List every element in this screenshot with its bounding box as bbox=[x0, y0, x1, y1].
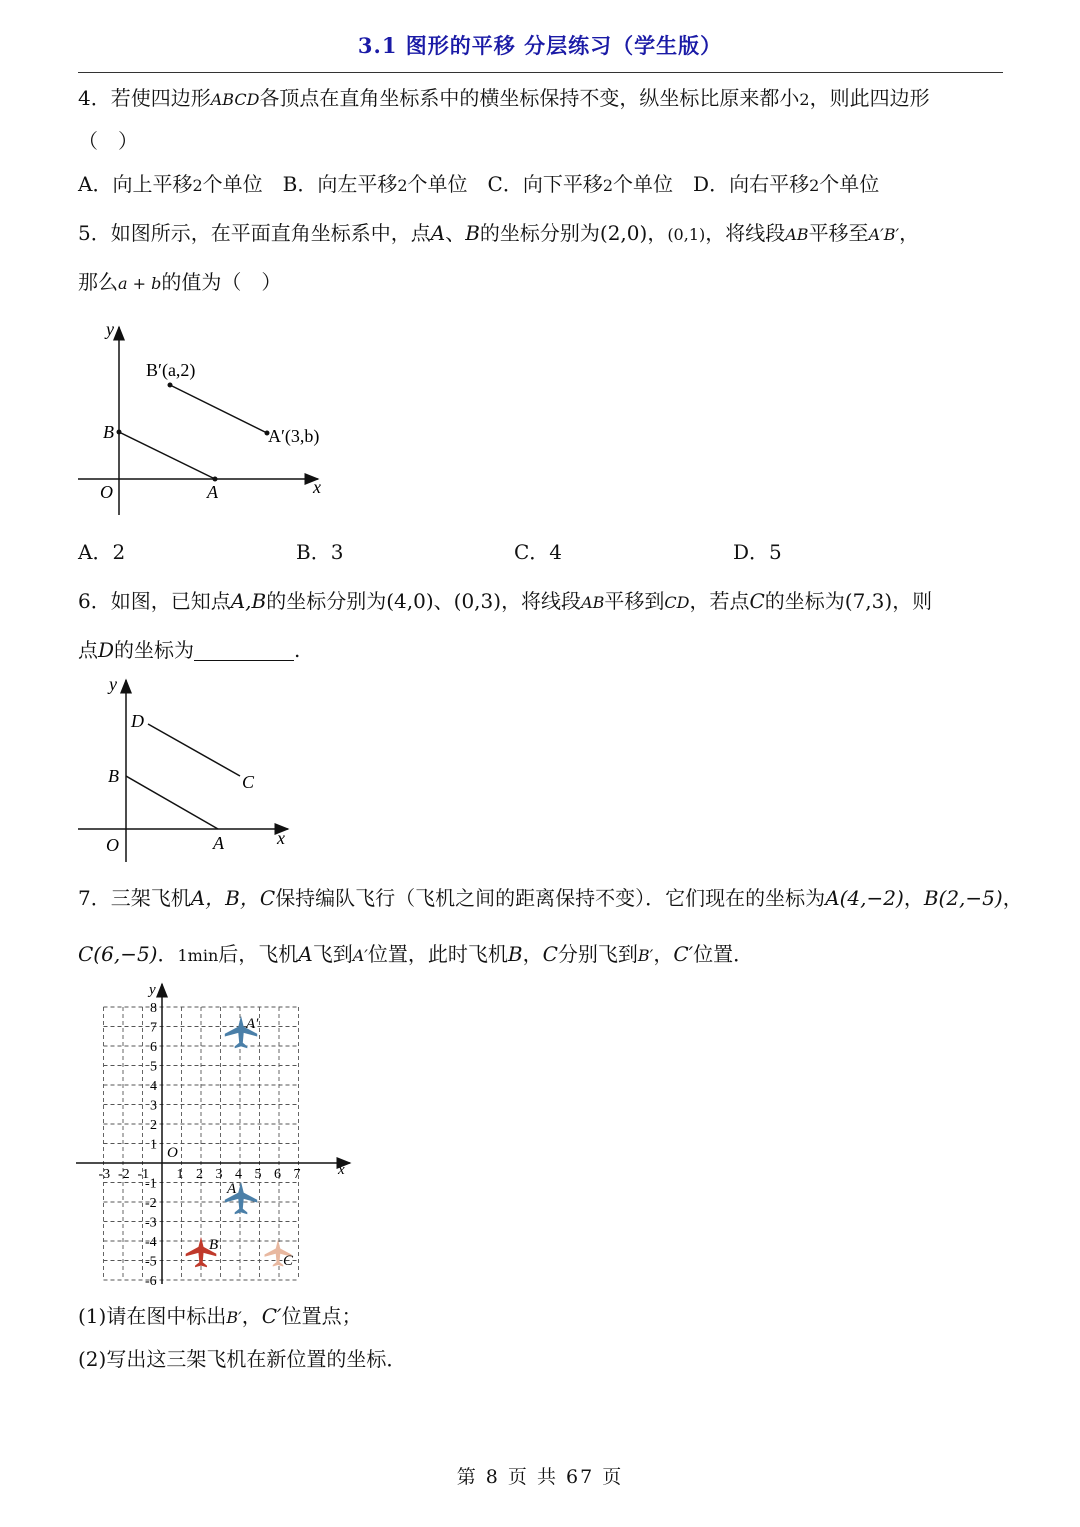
q4-stem: 4．若使四边形ABCD各顶点在直角坐标系中的横坐标保持不变，纵坐标比原来都小2，则此四边形 bbox=[78, 86, 930, 110]
x-axis-label: x bbox=[338, 1162, 345, 1178]
q5-option-a: A．2 bbox=[78, 540, 126, 564]
x-tick-label: 5 bbox=[254, 1167, 262, 1182]
y-tick-label: -1 bbox=[145, 1176, 157, 1192]
y-tick-label: 8 bbox=[150, 1001, 157, 1016]
y-tick-label: -3 bbox=[145, 1215, 157, 1231]
q5-stem-line2: 那么a + b的值为（ ） bbox=[78, 270, 282, 294]
label-d: D bbox=[131, 711, 144, 731]
segment-ab bbox=[126, 776, 218, 829]
x-tick-label: 6 bbox=[274, 1167, 281, 1182]
label-b: B bbox=[103, 422, 114, 442]
q7-stem-line2: C(6,−5)．1min后，飞机A飞到A′位置，此时飞机B，C分别飞到B′，C′位置． bbox=[78, 942, 754, 966]
label-a: A bbox=[213, 833, 224, 853]
origin-label: O bbox=[106, 835, 119, 855]
q5-stem-line1: 5．如图所示，在平面直角坐标系中，点A、B的坐标分别为(2,0)，(0,1)，将线段AB平移至A′B′， bbox=[78, 221, 920, 245]
q7-grid-figure bbox=[70, 978, 360, 1290]
x-tick-label: -1 bbox=[137, 1167, 150, 1182]
q4-options bbox=[78, 170, 879, 200]
y-tick-label: 7 bbox=[150, 1020, 157, 1036]
x-tick-label: 4 bbox=[235, 1167, 242, 1182]
segment-ab bbox=[119, 432, 215, 479]
q6-stem-line2: 点D的坐标为 . bbox=[78, 638, 301, 662]
page-footer: 第 8 页 共 67 页 bbox=[456, 1466, 624, 1488]
x-tick-label: -3 bbox=[98, 1167, 111, 1182]
q7-sub-question-2: (2)写出这三架飞机在新位置的坐标． bbox=[78, 1347, 407, 1371]
y-tick-label: 1 bbox=[150, 1137, 157, 1153]
q6-stem-line1: 6．如图，已知点A,B的坐标分别为(4,0)、(0,3)，将线段AB平移到CD，若点C的坐标为(7,3)，则 bbox=[78, 589, 933, 613]
q7-sub-question-1: (1)请在图中标出B′，C′位置点； bbox=[78, 1304, 362, 1328]
label-c: C bbox=[242, 772, 255, 792]
label-a: A bbox=[207, 482, 218, 502]
page-header-title: 3.1 图形的平移 分层练习（学生版） bbox=[357, 33, 723, 58]
label-a-prime: A′(3,b) bbox=[268, 426, 320, 446]
y-axis-label: y bbox=[149, 982, 156, 998]
x-tick-label: -2 bbox=[118, 1167, 130, 1182]
label-b: B bbox=[209, 1237, 219, 1253]
y-tick-label: -6 bbox=[145, 1274, 157, 1289]
q5-option-d: D．5 bbox=[733, 540, 782, 564]
x-tick-label: 1 bbox=[176, 1167, 184, 1182]
x-axis-label: x bbox=[313, 477, 321, 497]
q5-option-b: B．3 bbox=[296, 540, 344, 564]
y-tick-label: -2 bbox=[145, 1196, 157, 1211]
point-a bbox=[213, 477, 218, 482]
x-tick-label: 3 bbox=[215, 1167, 223, 1182]
header-divider bbox=[78, 72, 1003, 73]
q4-answer-paren: （ ） bbox=[78, 129, 138, 153]
segment-cd bbox=[148, 724, 240, 776]
y-axis-label: y bbox=[109, 674, 117, 694]
q6-answer-blank[interactable] bbox=[194, 640, 294, 661]
y-axis-label: y bbox=[106, 319, 114, 339]
point-b bbox=[117, 430, 122, 435]
y-tick-label: 2 bbox=[150, 1118, 157, 1133]
label-a-prime: A′ bbox=[246, 1016, 259, 1032]
label-c: C bbox=[283, 1253, 294, 1269]
q6-figure bbox=[70, 672, 300, 862]
y-tick-label: -5 bbox=[145, 1254, 157, 1270]
q4-option-d: D．向右平移2个单位 bbox=[693, 172, 880, 196]
point-b-prime bbox=[168, 383, 173, 388]
q7-stem-line1: 7．三架飞机A，B，C保持编队飞行（飞机之间的距离保持不变）．它们现在的坐标为A(4,−2)，B(2,−5)， bbox=[78, 886, 1023, 910]
y-tick-label: 4 bbox=[150, 1079, 157, 1094]
y-tick-label: -4 bbox=[145, 1235, 157, 1250]
segment-a-prime-b-prime bbox=[170, 385, 267, 433]
q5-figure bbox=[70, 315, 340, 525]
y-tick-label: 3 bbox=[150, 1098, 157, 1114]
x-tick-label: 2 bbox=[196, 1167, 203, 1182]
label-a: A bbox=[227, 1181, 237, 1197]
q4-option-b: B．向左平移2个单位 bbox=[282, 172, 468, 196]
q4-option-c: C．向下平移2个单位 bbox=[487, 172, 674, 196]
label-b: B bbox=[108, 766, 119, 786]
q4-option-a: A．向上平移2个单位 bbox=[78, 172, 263, 196]
label-b-prime: B′(a,2) bbox=[146, 360, 196, 380]
y-tick-label: 6 bbox=[150, 1040, 157, 1055]
x-tick-label: 7 bbox=[293, 1167, 301, 1182]
x-axis-label: x bbox=[277, 828, 285, 848]
q5-option-c: C．4 bbox=[514, 540, 563, 564]
origin-label: O bbox=[167, 1145, 178, 1161]
origin-label: O bbox=[100, 482, 113, 502]
y-tick-label: 5 bbox=[150, 1059, 157, 1075]
